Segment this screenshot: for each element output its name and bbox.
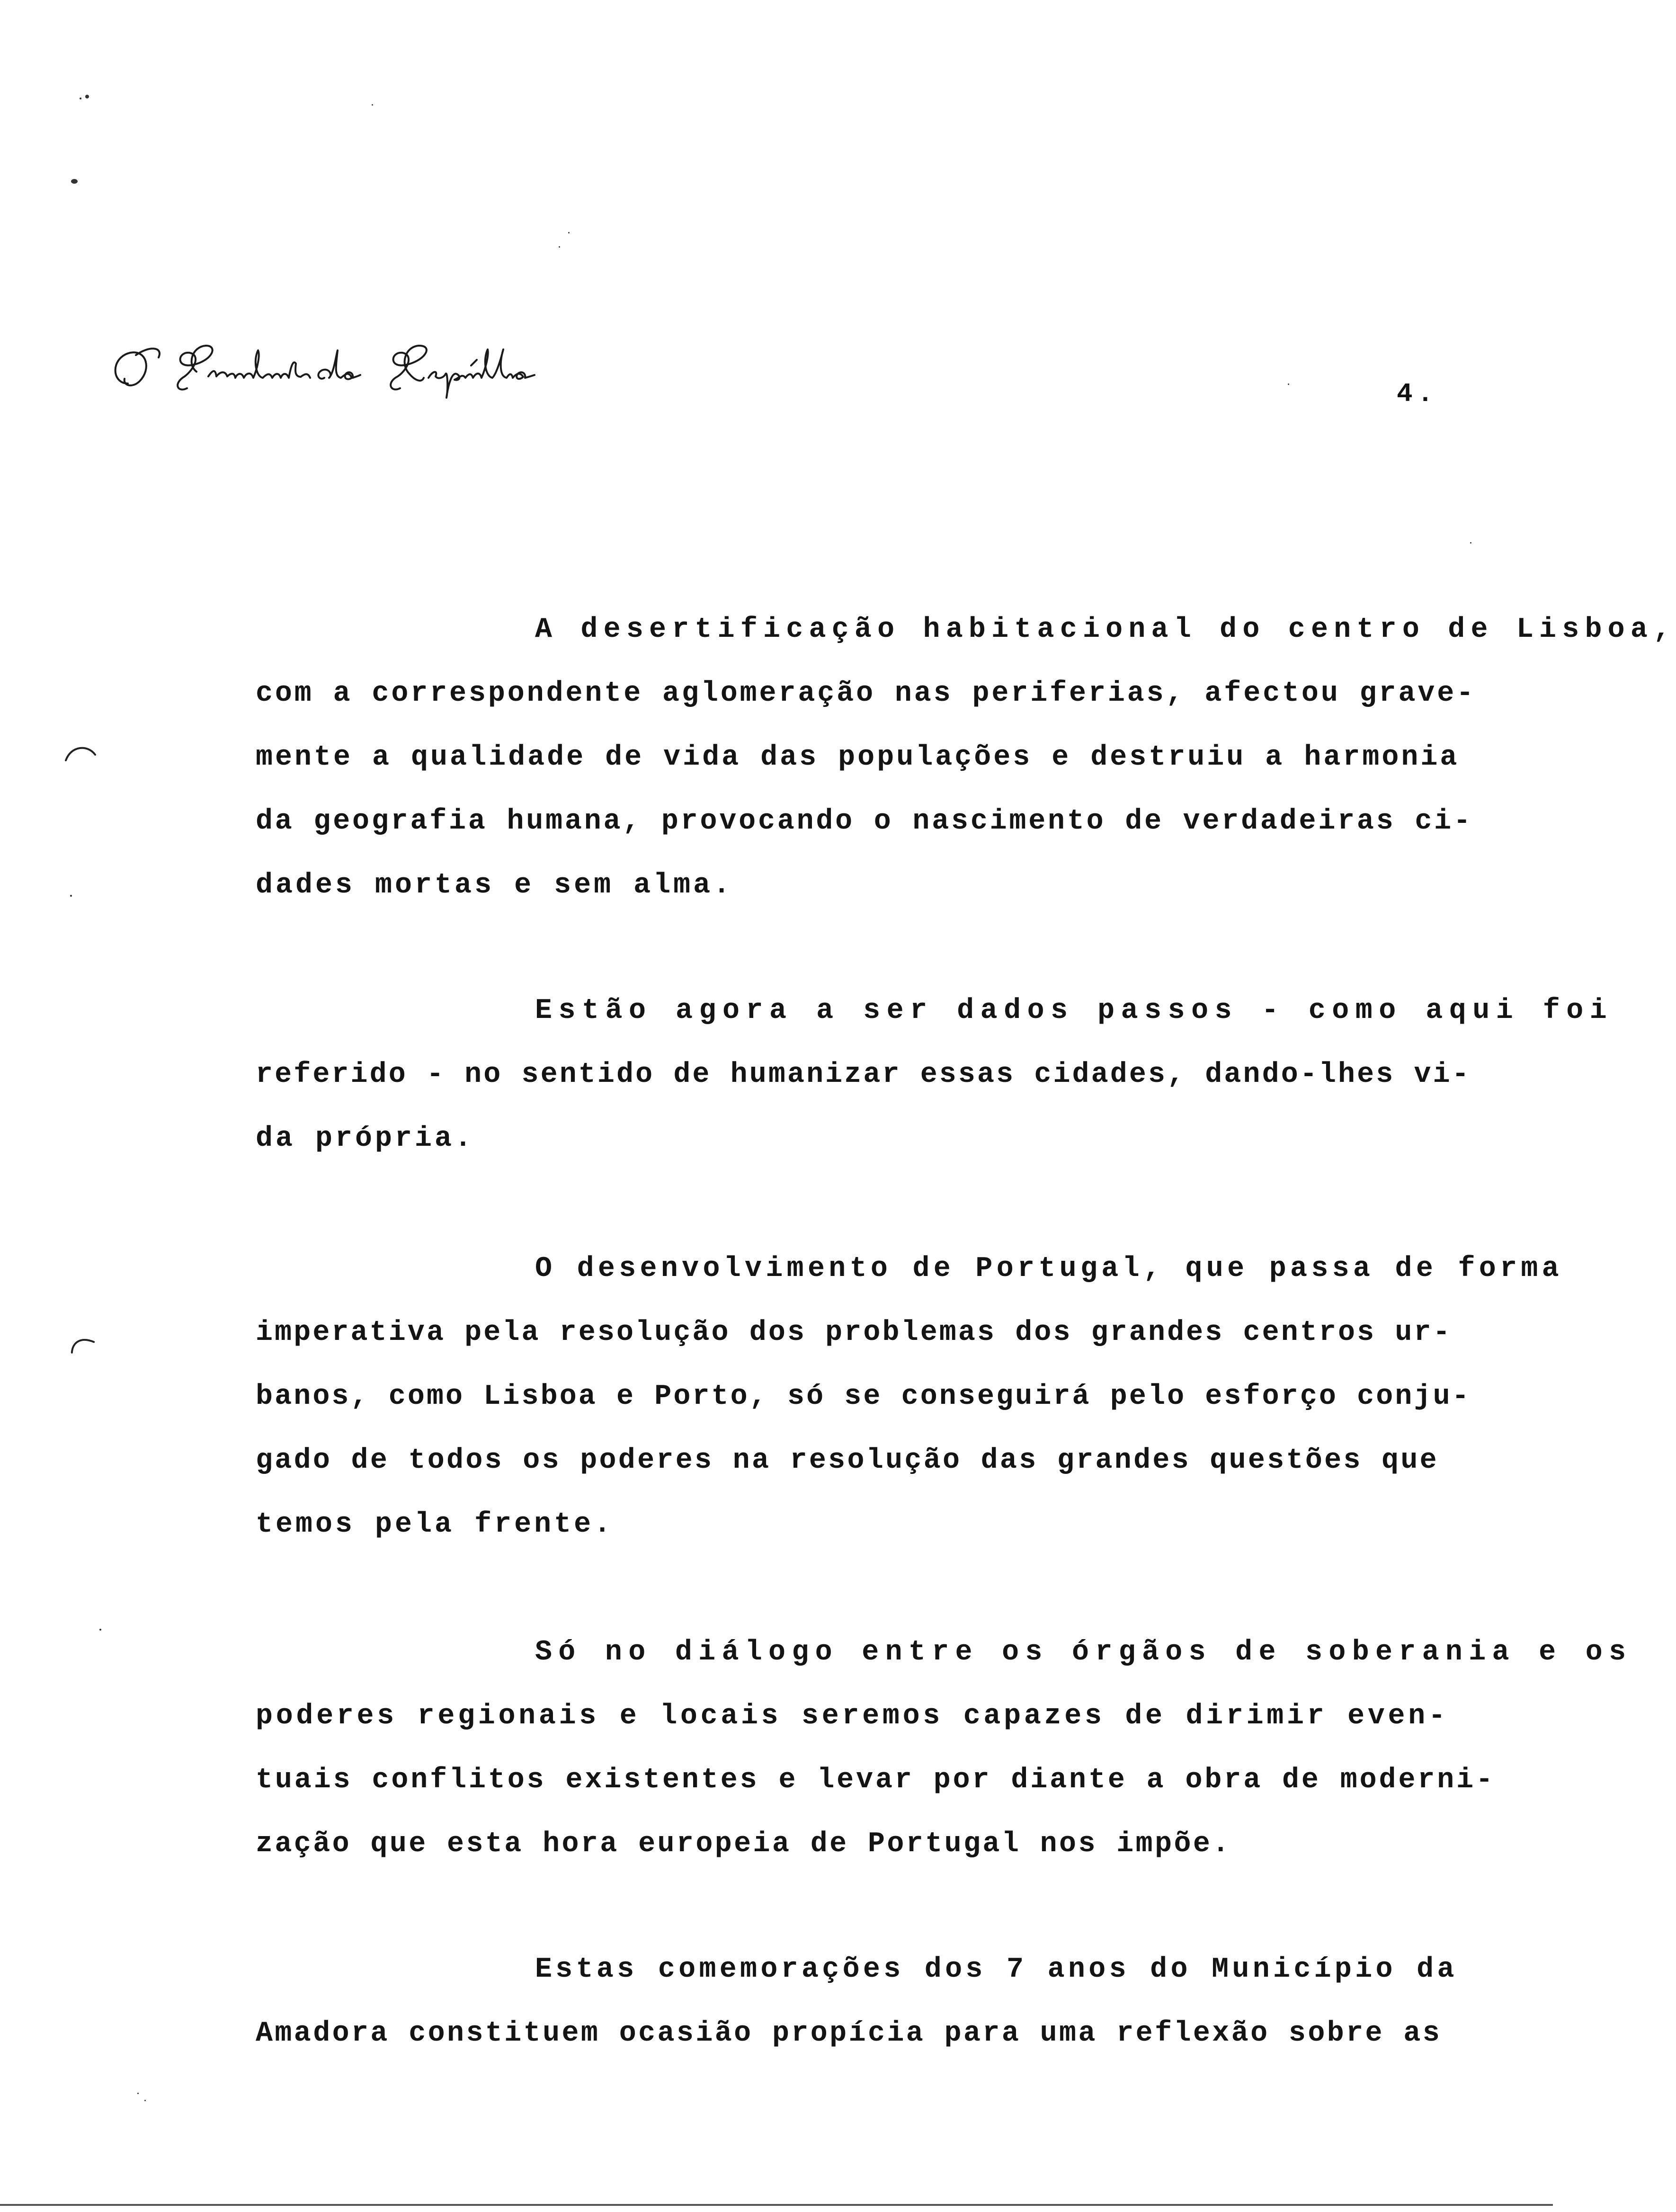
text-line: dades mortas e sem alma. — [256, 869, 733, 901]
page-bottom-edge — [0, 2204, 1553, 2206]
text-line: poderes regionais e locais seremos capazes de dirimir even- — [256, 1700, 1449, 1732]
scan-speck — [70, 895, 72, 897]
scan-speck — [144, 2100, 146, 2101]
scan-speck — [71, 179, 78, 184]
scan-speck — [568, 232, 570, 233]
page-number: 4. — [1397, 379, 1438, 409]
text-line: da geografia humana, provocando o nascimento de verdadeiras ci- — [256, 805, 1473, 838]
scan-speck — [372, 104, 373, 106]
scan-speck — [559, 246, 560, 248]
text-line: Amadora constituem ocasião propícia para uma reflexão sobre as — [256, 2017, 1442, 2050]
text-line: Estas comemorações dos 7 anos do Município da — [535, 1953, 1458, 1986]
punch-hole-mark — [64, 743, 97, 762]
text-line: com a correspondente aglomeração nas periferias, afectou grave- — [256, 678, 1476, 710]
text-line: zação que esta hora europeia de Portugal nos impõe. — [256, 1828, 1231, 1860]
text-line: mente a qualidade de vida das populações e destruiu a harmonia — [256, 741, 1460, 774]
text-line: banos, como Lisboa e Porto, só se conseguirá pelo esforço conju- — [256, 1381, 1471, 1413]
letterhead-script-logo — [107, 336, 698, 407]
text-line: O desenvolvimento de Portugal, que passa de forma — [535, 1253, 1563, 1285]
text-line: referido - no sentido de humanizar essas cidades, dando-lhes vi- — [256, 1059, 1471, 1091]
punch-hole-mark — [66, 1335, 99, 1354]
scan-speck — [99, 1629, 101, 1631]
scan-speck — [85, 95, 89, 98]
text-line: Estão agora a ser dados passos - como aqui foi — [535, 995, 1614, 1027]
scan-speck — [80, 98, 81, 99]
text-line: Só no diálogo entre os órgãos de soberania e os — [535, 1636, 1632, 1668]
text-line: tuais conflitos existentes e levar por diante a obra de moderni- — [256, 1764, 1495, 1796]
text-line: temos pela frente. — [256, 1508, 614, 1541]
text-line: A desertificação habitacional do centro de Lisboa, — [535, 614, 1676, 646]
text-line: imperativa pela resolução dos problemas dos grandes centros ur- — [256, 1317, 1452, 1349]
scan-speck — [1470, 542, 1471, 544]
text-line: da própria. — [256, 1123, 475, 1155]
scan-speck — [1288, 384, 1289, 385]
scan-speck — [137, 2093, 139, 2094]
text-line: gado de todos os poderes na resolução das grandes questões que — [256, 1445, 1439, 1477]
